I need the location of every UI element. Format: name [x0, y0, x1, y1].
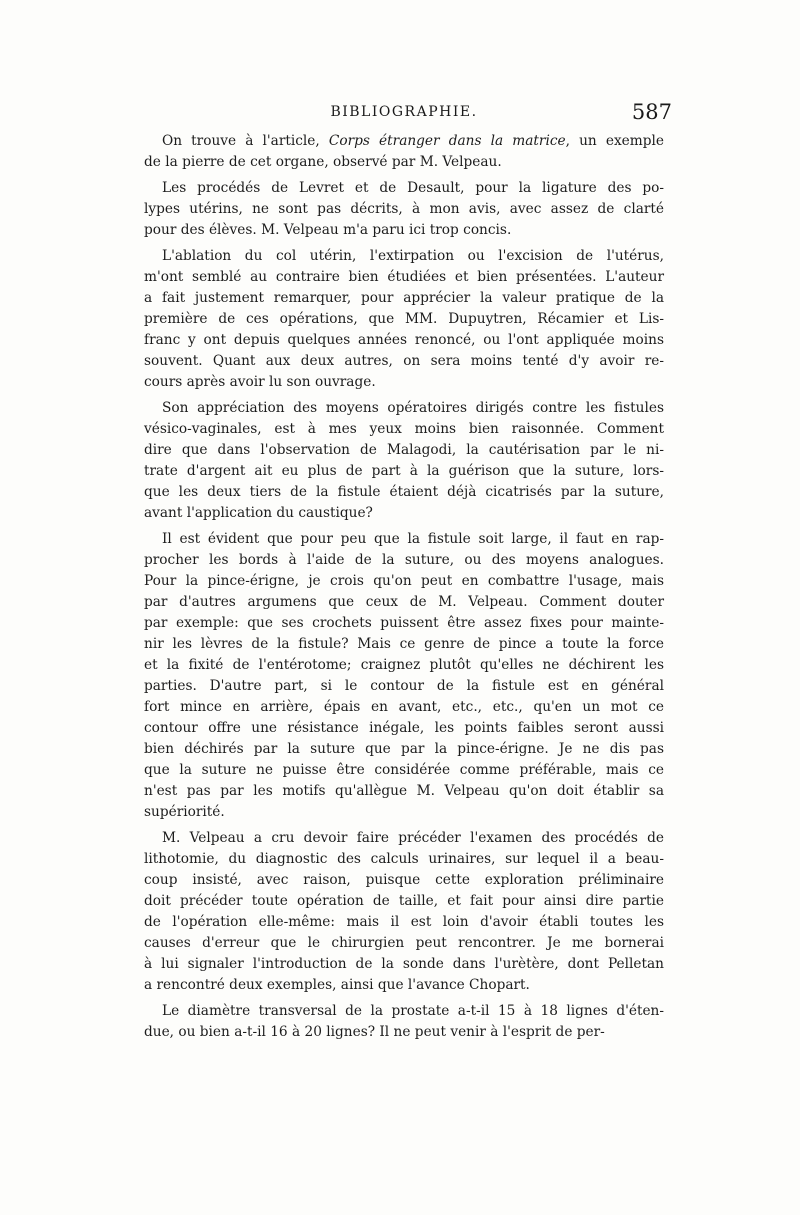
paragraph	[144, 1001, 664, 1043]
text-line: de la pierre de cet organe, observé par M. Velpeau.	[144, 154, 502, 170]
running-head: BIBLIOGRAPHIE.	[330, 104, 478, 120]
text-line: franc y ont depuis quelques années renoncé, ou l'ont appliquée moins	[144, 332, 664, 348]
paragraph	[144, 246, 664, 393]
page-header	[136, 100, 672, 130]
text-line: n'est pas par les motifs qu'allègue M. Velpeau qu'on doit établir sa	[144, 783, 664, 799]
text-line: M. Velpeau a cru devoir faire précéder l'examen des procédés de	[162, 830, 664, 846]
text-line: Son appréciation des moyens opératoires dirigés contre les fistules	[162, 400, 664, 416]
text-line: Pour la pince-érigne, je crois qu'on peut en combattre l'usage, mais	[144, 573, 664, 589]
text-line: que la suture ne puisse être considérée comme préférable, mais ce	[144, 762, 664, 778]
text-line: pour des élèves. M. Velpeau m'a paru ici trop concis.	[144, 222, 512, 238]
text-line: Le diamètre transversal de la prostate a-t-il 15 à 18 lignes d'éten-	[162, 1003, 664, 1019]
text-line: à lui signaler l'introduction de la sonde dans l'urètère, dont Pelletan	[144, 956, 664, 972]
page-number: 587	[631, 100, 672, 124]
text-line: que les deux tiers de la fistule étaient déjà cicatrisés par la suture,	[144, 484, 664, 500]
text-line: a fait justement remarquer, pour apprécier la valeur pratique de la	[144, 290, 664, 306]
text-line: cours après avoir lu son ouvrage.	[144, 374, 376, 390]
text-line: doit précéder toute opération de taille, et fait pour ainsi dire partie	[144, 893, 664, 909]
text-line: L'ablation du col utérin, l'extirpation ou l'excision de l'utérus,	[162, 248, 664, 264]
text-line: avant l'application du caustique?	[144, 505, 373, 521]
text-line: vésico-vaginales, est à mes yeux moins bien raisonnée. Comment	[144, 421, 664, 437]
text-line: causes d'erreur que le chirurgien peut rencontrer. Je me bornerai	[144, 935, 664, 951]
text-line: parties. D'autre part, si le contour de la fistule est en général	[144, 678, 664, 694]
text-line: par exemple: que ses crochets puissent être assez fixes pour mainte-	[144, 615, 664, 631]
text-line: lypes utérins, ne sont pas décrits, à mon avis, avec assez de clarté	[144, 201, 664, 217]
italic-title: Corps étranger dans la matrice	[328, 133, 566, 149]
text-line: par d'autres argumens que ceux de M. Velpeau. Comment douter	[144, 594, 664, 610]
paragraph	[144, 178, 664, 241]
text-line: supériorité.	[144, 804, 225, 820]
text-line: fort mince en arrière, épais en avant, etc., etc., qu'en un mot ce	[144, 699, 664, 715]
body-text	[144, 131, 664, 1048]
text-line: bien déchirés par la suture que par la pince-érigne. Je ne dis pas	[144, 741, 664, 757]
text-line: contour offre une résistance inégale, les points faibles seront aussi	[144, 720, 664, 736]
paragraph	[144, 828, 664, 996]
text-run: , un exemple	[565, 133, 664, 149]
text-line: procher les bords à l'aide de la suture, ou des moyens analogues.	[144, 552, 664, 568]
paragraph	[144, 529, 664, 823]
text-line: dire que dans l'observation de Malagodi, la cautérisation par le ni-	[144, 442, 664, 458]
text-line: due, ou bien a-t-il 16 à 20 lignes? Il ne peut venir à l'esprit de per-	[144, 1024, 605, 1040]
text-line: de l'opération elle-même: mais il est loin d'avoir établi toutes les	[144, 914, 664, 930]
text-line: Les procédés de Levret et de Desault, pour la ligature des po-	[162, 180, 664, 196]
text-line: trate d'argent ait eu plus de part à la guérison que la suture, lors-	[144, 463, 664, 479]
text-run: On trouve à l'article,	[162, 133, 329, 149]
text-line: et la fixité de l'entérotome; craignez plutôt qu'elles ne déchirent les	[144, 657, 664, 673]
text-line: souvent. Quant aux deux autres, on sera moins tenté d'y avoir re-	[144, 353, 664, 369]
text-line: lithotomie, du diagnostic des calculs urinaires, sur lequel il a beau-	[144, 851, 664, 867]
text-line: a rencontré deux exemples, ainsi que l'avance Chopart.	[144, 977, 530, 993]
text-line	[144, 131, 664, 152]
text-line: nir les lèvres de la fistule? Mais ce genre de pince a toute la force	[144, 636, 664, 652]
text-line: Il est évident que pour peu que la fistule soit large, il faut en rap-	[162, 531, 664, 547]
text-line: coup insisté, avec raison, puisque cette exploration préliminaire	[144, 872, 664, 888]
paragraph	[144, 131, 664, 173]
paragraph	[144, 398, 664, 524]
text-line: première de ces opérations, que MM. Dupuytren, Récamier et Lis-	[144, 311, 664, 327]
text-line: m'ont semblé au contraire bien étudiées et bien présentées. L'auteur	[144, 269, 664, 285]
